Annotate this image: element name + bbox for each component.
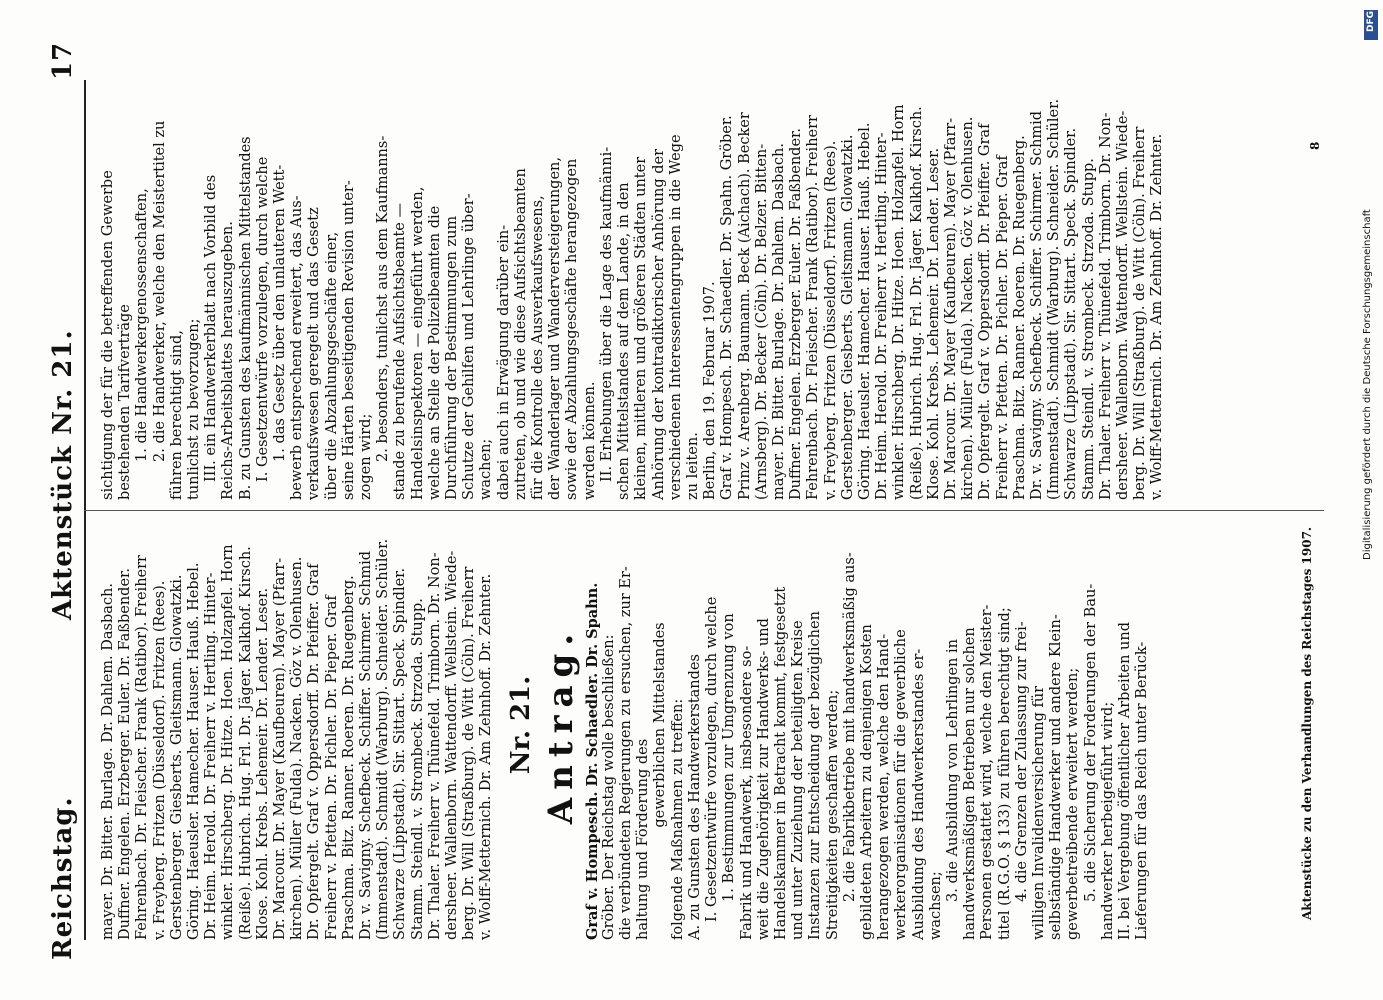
text-line: III. ein Handwerkerblatt nach Vorbild des: [203, 174, 220, 482]
text-line: Ausbildung des Handwerkerstandes er-: [910, 648, 927, 940]
text-line: Fabrik und Handwerk, insbesondere so-: [738, 645, 755, 940]
text-line: 2. die Fabrikbetriebe mit handwerksmäßig aus-: [841, 552, 858, 902]
text-line: Graf v. Hompesch. Dr. Schaedler. Dr. Spahn. Gröber.: [719, 115, 736, 500]
left-column: [100, 510, 1151, 940]
text-line: mayer. Dr. Bitter. Burlage. Dr. Dahlem. Dasbach.: [100, 583, 116, 940]
footer-mark: 8: [1308, 141, 1322, 150]
text-line: folgende Maßnahmen zu treffen:: [669, 698, 686, 940]
text-line: der Wanderlager und Wanderversteigerungen,: [547, 157, 564, 500]
text-line: (Arnsberg). Dr. Becker (Cöln). Dr. Belzer. Bitten-: [753, 143, 770, 500]
text-line: Dr. Marcour. Dr. Mayer (Kaufbeuren). Mayer (Pfarr-: [272, 557, 289, 940]
text-line: Freiherr v. Pfetten. Dr. Pichler. Dr. Pieper. Graf: [323, 595, 340, 940]
text-line: (Immenstadt). Schmidt (Warburg). Schneider. Schüler.: [1046, 98, 1063, 500]
text-line: Reichs-Arbeitsblattes herauszugeben.: [220, 221, 237, 500]
text-line: 5. die Sicherung der Forderungen der Bau-: [1082, 583, 1099, 902]
text-line: die verbündeten Regierungen zu ersuchen, zur Er-: [618, 566, 635, 940]
dfg-logo-text: DFG: [1366, 10, 1376, 32]
text-line: titel (R.G.O. § 133) zu führen berechtigt sind;: [996, 607, 1013, 940]
text-line: haltung und Förderung des: [635, 738, 652, 940]
text-line: Dr. Heim. Herold. Dr. Freiherr v. Hertling. Hinter-: [203, 572, 220, 940]
text-line: führen berechtigt sind,: [168, 330, 185, 500]
text-line: Klose. Kohl. Krebs. Lehemeir. Dr. Lender. Leser.: [925, 147, 942, 500]
text-line: 1. die Handwerkergenossenschaften,: [134, 188, 151, 462]
dfg-logo: [1364, 10, 1378, 40]
text-line: berg. Dr. Will (Straßburg). de Witt (Cöln). Freiherr: [461, 566, 478, 940]
text-line: winkler. Hirschberg. Dr. Hitze. Hoen. Holzapfel. Horn: [220, 544, 237, 940]
text-line: B. zu Gunsten des kaufmännischen Mittelstandes: [237, 136, 254, 500]
text-line: zutreten, ob und wie diese Aufsichtsbeamten: [512, 168, 529, 500]
digitization-note: Digitalisierung gefördert durch die Deutsche Forschungsgemeinschaft: [1362, 209, 1373, 560]
text-line: Schwarze (Lippstadt). Sir. Sittart. Speck. Spindler.: [392, 567, 409, 940]
text-line: schen Mittelstandes auf dem Lande, in den: [616, 182, 633, 500]
text-line: winkler. Hirschberg. Dr. Hitze. Hoen. Holzapfel. Horn: [891, 104, 908, 500]
text-line: werkerorganisationen für die gewerbliche: [893, 629, 910, 940]
text-line: 1. Bestimmungen zur Umgrenzung von: [721, 613, 738, 902]
text-line: handwerksmäßigen Betrieben nur solchen: [962, 627, 979, 940]
text-line: (Immenstadt). Schmidt (Warburg). Schneider. Schüler.: [375, 538, 392, 940]
text-line: weit die Zugehörigkeit zur Handwerks- und: [755, 618, 772, 940]
text-line: 2. besonders, tunlichst aus dem Kaufmanns-: [375, 135, 392, 462]
text-line: welche an Stelle der Polizeibeamten die: [426, 205, 443, 500]
text-line: Duffner. Engelen. Erzberger. Euler. Dr. Faßbender.: [117, 568, 134, 940]
text-line: A. zu Gunsten des Handwerkerstandes: [686, 654, 703, 940]
text-line: über die Abzahlungsgeschäfte einer,: [323, 231, 340, 500]
document-number: Nr. 21.: [505, 675, 536, 775]
text-line: Dr. Thaler. Freiherr v. Thünefeld. Trimborn. Dr. Non-: [1097, 112, 1114, 500]
text-line: gewerblichen Mittelstandes: [652, 622, 669, 828]
right-column: [100, 70, 1167, 500]
text-line: sowie der Abzahlungsgeschäfte herangezogen: [564, 158, 581, 500]
text-line: Streitigkeiten geschaffen werden;: [824, 689, 841, 940]
text-line: v. Freyberg. Fritzen (Düsseldorf). Fritzen (Rees).: [822, 140, 839, 500]
text-line: 1. das Gesetz über den unlauteren Wett-: [272, 164, 289, 462]
text-line: handwerker herbeigeführt wird;: [1099, 701, 1116, 940]
text-line: für die Kontrolle des Ausverkaufswesens,: [530, 195, 547, 500]
text-line: v. Wolff-Metternich. Dr. Am Zehnhoff. Dr. Zehnter.: [478, 573, 495, 940]
text-line: dersheer. Wallenborn. Wattendorff. Wellstein. Wiede-: [1114, 110, 1131, 500]
resolution-intro: Gröber. Der Reichstag wolle beschließen:: [600, 634, 617, 940]
text-line: kleinen, mittleren und größeren Städten unter: [633, 156, 650, 500]
text-line: Duffner. Engelen. Erzberger. Euler. Dr. Faßbender.: [788, 128, 805, 500]
text-line: stande zu berufende Aufsichtsbeamte —: [392, 203, 409, 500]
text-line: willigen Invalidenversicherung für: [1030, 685, 1047, 940]
text-line: I. Gesetzentwürfe vorzulegen, durch welche: [254, 156, 271, 482]
text-line: I. Gesetzentwürfe vorzulegen, durch welche: [704, 596, 721, 922]
text-line: Fehrenbach. Dr. Fleischer. Frank (Ratibor). Freiherr: [134, 555, 151, 940]
text-line: Praschma. Bitz. Ranner. Roeren. Dr. Ruegenberg.: [1011, 135, 1028, 500]
text-line: Fehrenbach. Dr. Fleischer. Frank (Ratibor). Freiherr: [805, 115, 822, 500]
document-heading: Antrag.: [540, 625, 581, 825]
text-line: dabei auch in Erwägung darüber ein-: [495, 224, 512, 500]
text-line: Instanzen zur Entscheidung der bezüglichen: [807, 611, 824, 940]
text-line: berg. Dr. Will (Straßburg). de Witt (Cöln). Freiherr: [1132, 126, 1149, 500]
running-head-center: Aktenstück Nr. 21.: [48, 329, 78, 620]
text-line: sichtigung der für die betreffenden Gewerbe: [100, 170, 116, 500]
text-line: 4. die Grenzen der Zulassung zur frei-: [1013, 621, 1030, 902]
footer-left: Aktenstücke zu den Verhandlungen des Reichstages 1907.: [1300, 526, 1314, 920]
text-line: zogen wird;: [358, 413, 375, 500]
text-line: Dr. Marcour. Dr. Mayer (Kaufbeuren). Mayer (Pfarr-: [942, 117, 959, 500]
text-line: verschiedenen Interessentengruppen in die Wege: [667, 134, 684, 500]
text-line: Dr. v. Savigny. Schefbeck. Schiffer. Schirmer. Schmid: [358, 550, 375, 940]
text-line: verkaufswesen geregelt und das Gesetz: [306, 207, 323, 500]
text-line: tunlichst zu bevorzugen;: [186, 318, 203, 500]
text-line: Prinz v. Arenberg. Baumann. Beck (Aichach). Becker: [736, 112, 753, 500]
text-line: zu leiten.: [684, 432, 701, 500]
text-line: Dr. v. Savigny. Schefbeck. Schiffer. Schirmer. Schmid: [1028, 110, 1045, 500]
text-line: gebildeten Arbeitern zu denjenigen Kosten: [858, 624, 875, 940]
text-line: Schutze der Gehilfen und Lehrlinge über-: [461, 193, 478, 500]
text-line: Dr. Opfergelt. Graf v. Oppersdorff. Dr. Pfeiffer. Graf: [977, 123, 994, 500]
text-line: Dr. Thaler. Freiherr v. Thünefeld. Trimborn. Dr. Non-: [426, 552, 443, 940]
text-line: dersheer. Wallenborn. Wattendorff. Wellstein. Wiede-: [444, 550, 461, 940]
text-line: Handelsinspektoren — eingeführt werden,: [409, 186, 426, 500]
text-line: 3. die Ausbildung von Lehrlingen in: [944, 639, 961, 902]
text-line: Durchführung der Bestimmungen zum: [444, 215, 461, 500]
text-line: mayer. Dr. Bitter. Burlage. Dr. Dahlem. Dasbach.: [770, 143, 787, 500]
text-line: Gerstenberger. Giesberts. Gleitsmann. Glowatzki.: [168, 574, 185, 940]
text-line: (Reiße). Hubrich. Hug. Frl. Dr. Jäger. Kalkhof. Kirsch.: [237, 546, 254, 940]
proposers-line: Graf v. Hompesch. Dr. Schaedler. Dr. Spahn.: [583, 582, 601, 940]
text-line: Stamm. Steindl. v. Strombeck. Strzoda. Stupp.: [409, 598, 426, 940]
text-line: wachen;: [478, 438, 495, 500]
text-line: kirchen). Müller (Fulda). Nacken. Göz v. Olenhusen.: [960, 116, 977, 500]
text-line: und unter Zuziehung der beteiligten Kreise: [790, 620, 807, 940]
text-line: Gerstenberger. Giesberts. Gleitsmann. Glowatzki.: [839, 134, 856, 500]
text-line: bewerb entsprechend erweitert, das Aus-: [289, 195, 306, 500]
text-line: bestehenden Tarifverträge: [117, 304, 134, 500]
text-line: Handelskammer in Betracht kommt, festgesetzt: [772, 586, 789, 940]
text-line: II. bei Vergebung öffentlicher Arbeiten und: [1116, 621, 1133, 940]
text-line: Lieferungen für das Reich unter Berück-: [1134, 641, 1151, 940]
page-number: 17: [48, 41, 78, 80]
running-head-left: Reichstag.: [48, 796, 78, 960]
text-line: seine Härten beseitigenden Revision unter-: [340, 180, 357, 500]
text-line: selbständige Handwerker und andere Klein-: [1048, 614, 1065, 940]
text-line: v. Freyberg. Fritzen (Düsseldorf). Fritzen (Rees).: [151, 580, 168, 940]
text-line: (Reiße). Hubrich. Hug. Frl. Dr. Jäger. Kalkhof. Kirsch.: [908, 106, 925, 500]
text-line: Stamm. Steindl. v. Strombeck. Strzoda. Stupp.: [1080, 158, 1097, 500]
text-line: v. Wolff-Metternich. Dr. Am Zehnhoff. Dr. Zehnter.: [1149, 133, 1166, 500]
text-line: kirchen). Müller (Fulda). Nacken. Göz v. Olenhusen.: [289, 556, 306, 940]
text-line: Praschma. Bitz. Ranner. Roeren. Dr. Ruegenberg.: [340, 575, 357, 940]
text-line: 2. die Handwerker, welche den Meistertitel zu: [151, 120, 168, 462]
text-line: Dr. Opfergelt. Graf v. Oppersdorff. Dr. Pfeiffer. Graf: [306, 563, 323, 940]
text-line: II. Erhebungen über die Lage des kaufmänni-: [598, 146, 615, 482]
text-line: Klose. Kohl. Krebs. Lehemeir. Dr. Lender. Leser.: [254, 587, 271, 940]
text-line: Göring. Haeusler. Hamecher. Hauser. Hauß. Hebel.: [856, 122, 873, 500]
text-line: Dr. Heim. Herold. Dr. Freiherr v. Hertling. Hinter-: [874, 132, 891, 500]
text-line: gewerbetreibende erweitert werden;: [1065, 667, 1082, 940]
text-line: Schwarze (Lippstadt). Sir. Sittart. Speck. Spindler.: [1063, 127, 1080, 500]
text-line: Anhörung der kontradiktorischer Anhörung der: [650, 148, 667, 500]
text-line: wachsen;: [927, 871, 944, 940]
text-line: Berlin, den 19. Februar 1907.: [702, 281, 719, 500]
text-line: Freiherr v. Pfetten. Dr. Pichler. Dr. Pieper. Graf: [994, 155, 1011, 500]
text-line: Personen gestattet wird, welche den Meister-: [979, 604, 996, 940]
text-line: werden können.: [581, 381, 598, 500]
text-line: Göring. Haeusler. Hamecher. Hauser. Hauß. Hebel.: [186, 562, 203, 940]
text-line: herangezogen werden, welche den Hand-: [876, 633, 893, 940]
